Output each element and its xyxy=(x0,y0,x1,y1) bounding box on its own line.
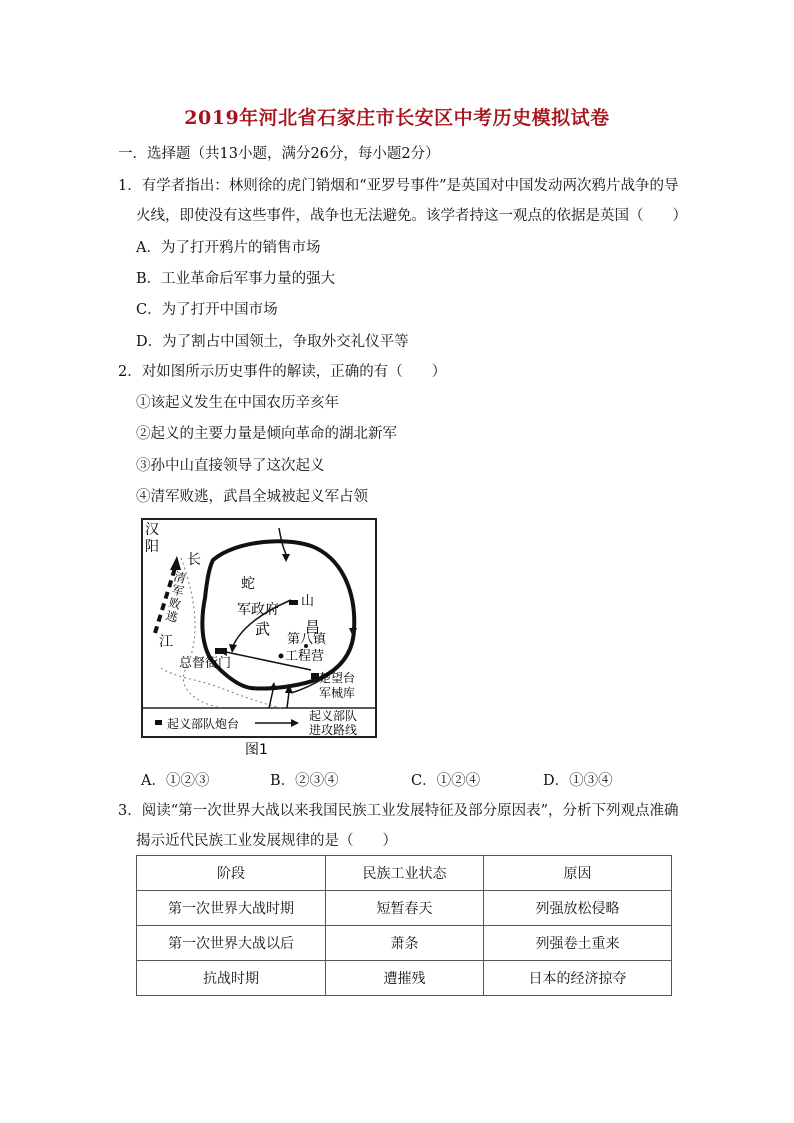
table-cell: 萧条 xyxy=(326,926,484,961)
label-she: 蛇 xyxy=(241,576,255,592)
label-chang: 长 xyxy=(187,552,201,568)
label-jiang: 江 xyxy=(159,634,173,650)
label-dibazhen: 第八镇 xyxy=(287,632,327,647)
q3-stem-line2: 揭示近代民族工业发展规律的是（ ） xyxy=(136,833,397,849)
label-qingjun-4: 逃 xyxy=(164,608,180,626)
q1-option-b: B．工业革命后军事力量的强大 xyxy=(136,271,336,287)
table-row xyxy=(137,926,672,961)
yamen-marker xyxy=(215,648,227,654)
label-chuwangtai: 楚望台 xyxy=(319,671,356,685)
label-junxieku: 军械库 xyxy=(319,686,356,700)
label-qingjun-2: 军 xyxy=(170,582,186,600)
table-cell: 第一次世界大战以后 xyxy=(137,926,326,961)
q2-statement-3: ③孙中山直接领导了这次起义 xyxy=(136,458,325,474)
q2-option-c: C．①②④ xyxy=(411,773,481,789)
table-cell: 列强放松侵略 xyxy=(484,891,672,926)
table-header: 民族工业状态 xyxy=(326,856,484,891)
table-header-row xyxy=(137,856,672,891)
label-hanyang-2: 阳 xyxy=(145,539,159,555)
table-row xyxy=(137,891,672,926)
industry-table xyxy=(136,855,672,996)
label-shan: 山 xyxy=(301,594,315,609)
q2-option-d: D．①③④ xyxy=(543,773,613,789)
table-header: 阶段 xyxy=(137,856,326,891)
label-zongdu: 总督衙门 xyxy=(179,656,232,671)
table-cell: 抗战时期 xyxy=(137,961,326,996)
q1-option-a: A．为了打开鸦片的销售市场 xyxy=(136,240,321,256)
table-cell: 列强卷土重来 xyxy=(484,926,672,961)
armory-marker xyxy=(311,673,319,679)
q2-statement-4: ④清军败逃，武昌全城被起义军占领 xyxy=(136,489,368,505)
q2-statement-1: ①该起义发生在中国农历辛亥年 xyxy=(136,395,339,411)
exam-title: 2019年河北省石家庄市长安区中考历史模拟试卷 xyxy=(184,107,610,129)
q2-option-a: A．①②③ xyxy=(141,773,210,789)
q3-stem-line1: 3．阅读“第一次世界大战以来我国民族工业发展特征及部分原因表”，分析下列观点准确 xyxy=(118,803,679,819)
q1-stem-line2: 火线，即使没有这些事件，战争也无法避免。该学者持这一观点的依据是英国（ ） xyxy=(136,208,687,224)
legend-paotai-label: 起义部队炮台 xyxy=(167,717,240,731)
legend-route-label-1: 起义部队 xyxy=(309,709,358,723)
q2-option-b: B．②③④ xyxy=(270,773,339,789)
q1-option-d: D．为了割占中国领土，争取外交礼仪平等 xyxy=(136,334,409,350)
legend-route-label-2: 进攻路线 xyxy=(309,723,358,737)
label-chang2: 昌 xyxy=(305,618,321,636)
wuchang-uprising-map xyxy=(141,518,377,762)
label-hanyang-1: 汉 xyxy=(145,522,159,538)
engineer-camp-marker xyxy=(279,654,284,659)
legend-paotai-symbol xyxy=(155,720,162,725)
label-qingjun-1: 清 xyxy=(172,569,188,587)
q2-stem: 2．对如图所示历史事件的解读，正确的有（ ） xyxy=(118,364,447,380)
table-cell: 短暂春天 xyxy=(326,891,484,926)
label-qingjun-3: 败 xyxy=(167,595,183,613)
label-gongchengying: 工程营 xyxy=(285,649,325,664)
table-header: 原因 xyxy=(484,856,672,891)
q1-option-c: C．为了打开中国市场 xyxy=(136,302,278,318)
section-heading: 一．选择题（共13小题，满分26分，每小题2分） xyxy=(118,146,440,162)
table-cell: 遭摧残 xyxy=(326,961,484,996)
figure-caption: 图1 xyxy=(245,742,268,758)
govt-marker xyxy=(289,600,298,605)
table-cell: 日本的经济掠夺 xyxy=(484,961,672,996)
q2-statement-2: ②起义的主要力量是倾向革命的湖北新军 xyxy=(136,426,397,442)
label-junzhengfu: 军政府 xyxy=(237,602,279,618)
q1-stem-line1: 1．有学者指出：林则徐的虎门销烟和“亚罗号事件”是英国对中国发动两次鸦片战争的导 xyxy=(118,178,679,194)
table-row xyxy=(137,961,672,996)
table-cell: 第一次世界大战时期 xyxy=(137,891,326,926)
label-wu: 武 xyxy=(255,620,271,638)
